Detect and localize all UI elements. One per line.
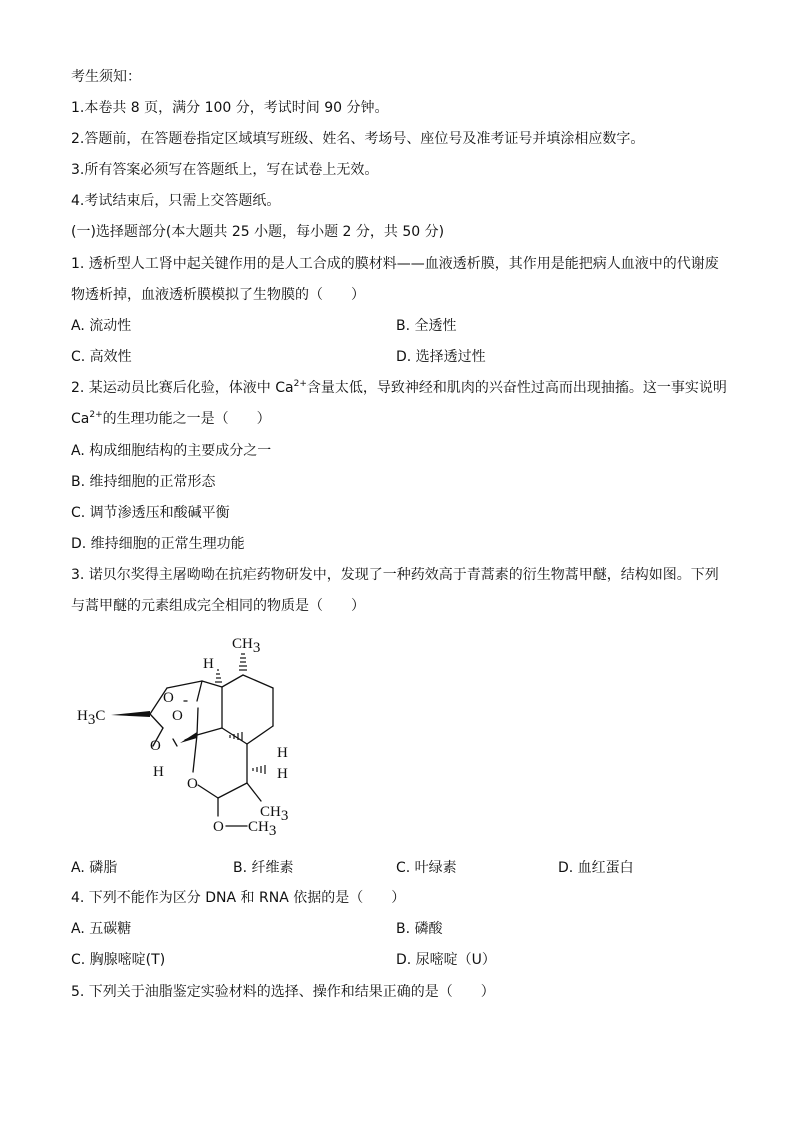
ch3-bottom-label: CH3: [260, 804, 289, 824]
question-4-stem: 4. 下列不能作为区分 DNA 和 RNA 依据的是（ ）: [71, 890, 406, 906]
question-2-option-a: A. 构成细胞结构的主要成分之一: [71, 443, 272, 459]
question-3-option-c: C. 叶绿素: [396, 860, 457, 876]
question-3-stem: 与蒿甲醚的元素组成完全相同的物质是（ ）: [71, 598, 365, 614]
question-3-option-d: D. 血红蛋白: [558, 860, 634, 876]
question-5-stem: 5. 下列关于油脂鉴定实验材料的选择、操作和结果正确的是（ ）: [71, 984, 495, 1000]
question-2-stem: $Ca^{2+}$的生理功能之一是（ ）: [71, 410, 271, 427]
o-label: O: [187, 776, 198, 792]
question-2-option-b: B. 维持细胞的正常形态: [71, 474, 216, 490]
o-label: O: [213, 819, 224, 835]
o-label: O: [172, 708, 183, 724]
h-top-label: H: [203, 656, 214, 672]
question-2-stem: 2. 某运动员比赛后化验，体液中 $Ca^{2+}$含量太低，导致神经和肌肉的兴奋性过高而出现抽搐。这一事实说明: [71, 379, 727, 396]
question-2-option-c: C. 调节渗透压和酸碱平衡: [71, 505, 230, 521]
artemether-structure-figure: [75, 628, 305, 846]
question-1-stem: 1. 透析型人工肾中起关键作用的是人工合成的膜材料——血液透析膜，其作用是能把病人血液中的代谢废: [71, 256, 719, 272]
question-1-option-b: B. 全透性: [396, 318, 457, 334]
section-heading: (一)选择题部分(本大题共 25 小题，每小题 2 分，共 50 分): [71, 224, 445, 240]
question-2-option-d: D. 维持细胞的正常生理功能: [71, 536, 245, 552]
question-3-option-a: A. 磷脂: [71, 860, 118, 876]
ch3-top-label: CH3: [232, 636, 261, 656]
o-label: O: [150, 738, 161, 754]
question-1-stem: 物透析掉，血液透析膜模拟了生物膜的（ ）: [71, 287, 365, 303]
ch3-methoxy-label: CH3: [248, 819, 277, 839]
question-1-option-c: C. 高效性: [71, 349, 132, 365]
question-3-stem: 3. 诺贝尔奖得主屠呦呦在抗疟药物研发中，发现了一种药效高于青蒿素的衍生物蒿甲醚，结构如图。下列: [71, 567, 719, 583]
question-4-option-b: B. 磷酸: [396, 921, 443, 937]
o-label: O: [163, 690, 174, 706]
question-1-option-a: A. 流动性: [71, 318, 132, 334]
h-right-label: H: [277, 766, 288, 782]
notice-item: 3.所有答案必须写在答题纸上，写在试卷上无效。: [71, 162, 379, 178]
wedge-bond: [180, 732, 197, 743]
question-4-option-a: A. 五碳糖: [71, 921, 132, 937]
question-3-option-b: B. 纤维素: [233, 860, 294, 876]
question-4-option-d: D. 尿嘧啶（U）: [396, 952, 496, 968]
question-1-option-d: D. 选择透过性: [396, 349, 486, 365]
h-right-label: H: [277, 745, 288, 761]
h-left-label: H: [153, 764, 164, 780]
notice-title: 考生须知：: [71, 69, 141, 85]
h3c-label: H3C: [77, 708, 106, 728]
question-4-option-c: C. 胸腺嘧啶(T): [71, 952, 166, 968]
wedge-bond: [111, 711, 150, 717]
notice-item: 4.考试结束后，只需上交答题纸。: [71, 193, 281, 209]
notice-item: 2.答题前，在答题卷指定区域填写班级、姓名、考场号、座位号及准考证号并填涂相应数字。: [71, 131, 645, 147]
notice-item: 1.本卷共 8 页，满分 100 分，考试时间 90 分钟。: [71, 100, 389, 116]
